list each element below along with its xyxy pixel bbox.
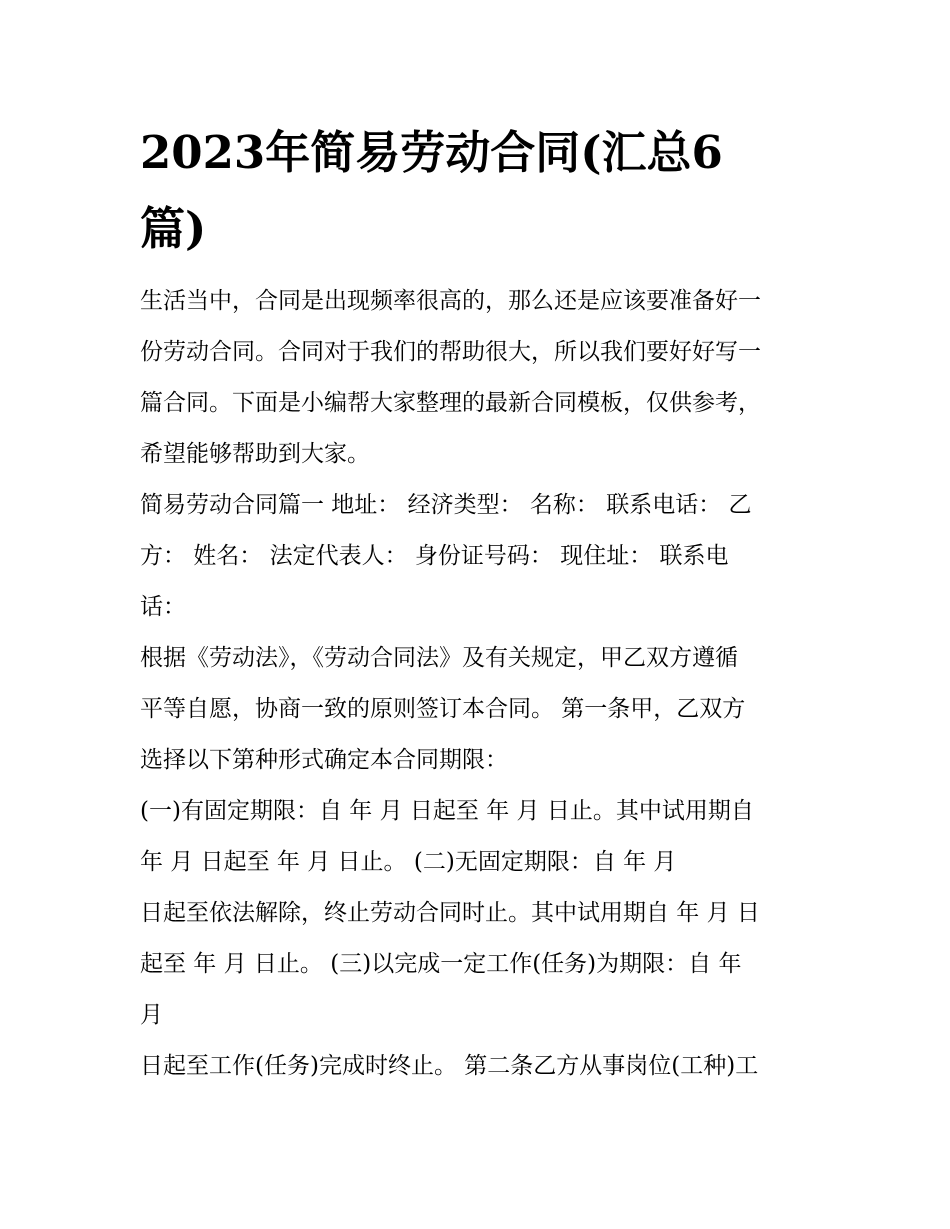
body-line: 简易劳动合同篇一 地址： 经济类型： 名称： 联系电话： 乙: [140, 492, 752, 518]
body-line: 希望能够帮助到大家。: [140, 441, 370, 467]
body-line: 份劳动合同。合同对于我们的帮助很大，所以我们要好好写一: [140, 339, 761, 365]
body-line: 日起至依法解除，终止劳动合同时止。其中试用期自 年 月 日: [140, 900, 760, 926]
document-body: [140, 276, 820, 1092]
body-line: 根据《劳动法》，《劳动合同法》及有关规定，甲乙双方遵循: [140, 645, 738, 671]
title-line: 篇): [140, 202, 207, 255]
body-line: 选择以下第种形式确定本合同期限：: [140, 747, 508, 773]
title-line: 2023年简易劳动合同(汇总6: [140, 126, 723, 179]
document-title: [140, 115, 820, 267]
body-line: 生活当中，合同是出现频率很高的，那么还是应该要准备好一: [140, 288, 761, 314]
body-line: 话：: [140, 594, 186, 620]
body-line: 篇合同。下面是小编帮大家整理的最新合同模板，仅供参考，: [140, 390, 761, 416]
body-line: 平等自愿，协商一致的原则签订本合同。 第一条甲，乙双方: [140, 696, 746, 722]
body-line: 日起至工作(任务)完成时终止。 第二条乙方从事岗位(工种)工: [140, 1053, 759, 1079]
body-line: 起至 年 月 日止。 (三)以完成一定工作(任务)为期限：自 年: [140, 951, 742, 977]
body-line: 年 月 日起至 年 月 日止。 (二)无固定期限：自 年 月: [140, 849, 677, 875]
body-line: 月: [140, 1002, 163, 1028]
body-line: (一)有固定期限：自 年 月 日起至 年 月 日止。其中试用期自: [140, 798, 754, 824]
body-line: 方： 姓名： 法定代表人： 身份证号码： 现住址： 联系电: [140, 543, 729, 569]
